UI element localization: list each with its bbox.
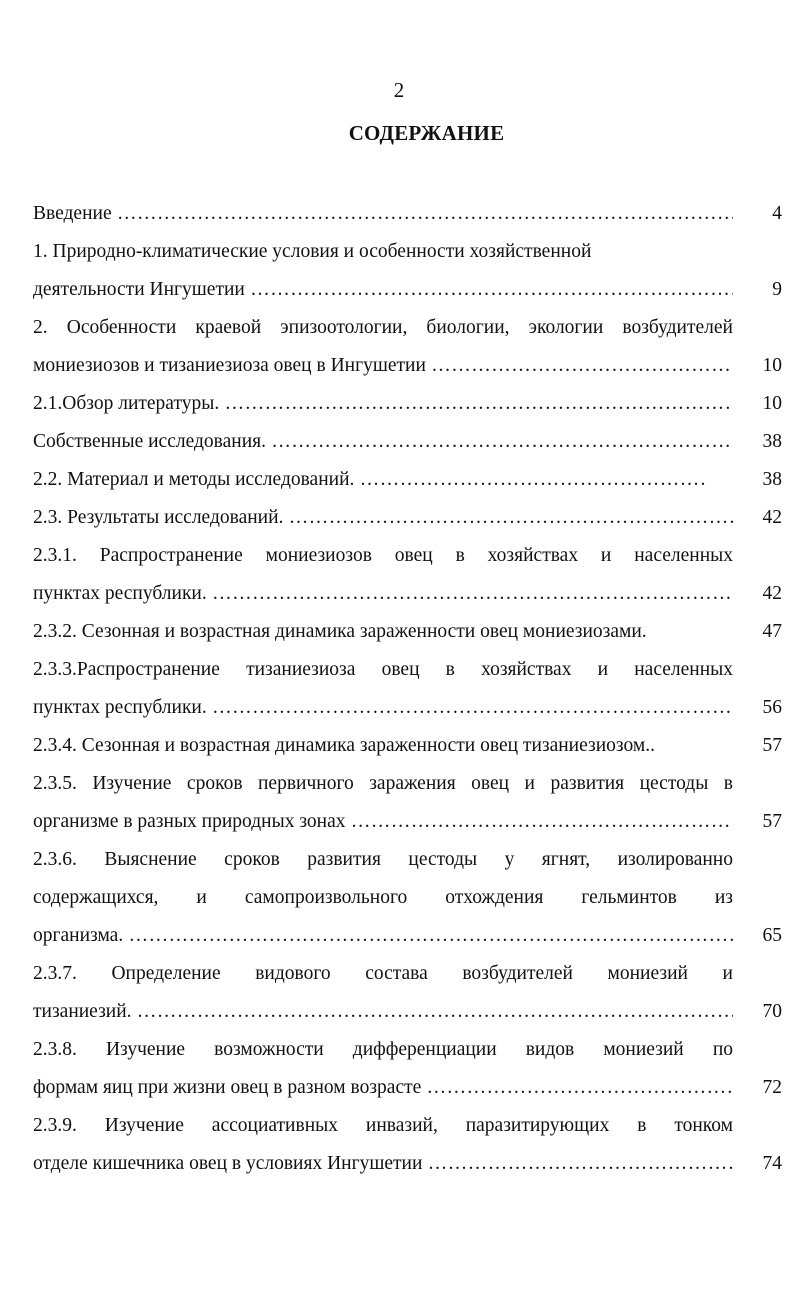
toc-entry-text: Собственные исследования. …………………………………………………………………………………………………………………………: [33, 423, 733, 461]
toc-entry-text: 2.3.1. Распространение мониезиозов овец в хозяйствах и населенных: [33, 545, 733, 566]
toc-entry-text: 2.3.4. Сезонная и возрастная динамика зараженности овец тизаниезиозом..: [33, 735, 655, 756]
toc-entry: [33, 689, 782, 727]
toc-entry: [33, 195, 782, 233]
toc-entry: [33, 613, 782, 651]
toc-entry: [33, 461, 782, 499]
table-of-contents: [33, 195, 782, 1183]
toc-entry-text: 2.3.9. Изучение ассоциативных инвазий, паразитирующих в тонком: [33, 1115, 733, 1136]
toc-entry-text: содержащихся, и самопроизвольного отхождения гельминтов из: [33, 887, 733, 908]
toc-entry-line: [33, 955, 782, 993]
toc-entry-text: пунктах республики. …………………………………………………………………………………………………………………………: [33, 575, 733, 613]
toc-entry-page: 42: [762, 507, 782, 528]
toc-entry-page: 4: [772, 203, 782, 224]
toc-entry-page: 70: [762, 1001, 782, 1022]
toc-entry-page: 56: [762, 697, 782, 718]
toc-entry: [33, 727, 782, 765]
toc-entry-line: [33, 309, 782, 347]
toc-entry-line: [33, 841, 782, 879]
toc-entry-line: [33, 1107, 782, 1145]
toc-entry-page: 38: [762, 431, 782, 452]
page-title: СОДЕРЖАНИЕ: [348, 121, 505, 145]
toc-entry: [33, 575, 782, 613]
toc-entry: [33, 499, 782, 537]
toc-entry-text: 2.1.Обзор литературы. …………………………………………………………………………………………………………………………: [33, 385, 733, 423]
toc-entry-line: [33, 765, 782, 803]
toc-entry-page: 9: [772, 279, 782, 300]
toc-entry-page: 47: [762, 621, 782, 642]
toc-entry: [33, 993, 782, 1031]
toc-entry-line: [33, 1031, 782, 1069]
toc-entry-text: пунктах республики. …………………………………………………………………………………………………………………………: [33, 689, 733, 727]
toc-entry-text: организме в разных природных зонах …………………………………………………………………………………………………………………………: [33, 803, 733, 841]
toc-entry-line: [33, 233, 782, 271]
toc-entry-line: [33, 651, 782, 689]
toc-entry-text: 2.3.8. Изучение возможности дифференциации видов мониезий по: [33, 1039, 733, 1060]
toc-entry-text: формам яиц при жизни овец в разном возрасте …………………………………………………………………………………………………………………………: [33, 1069, 733, 1107]
toc-entry-text: 2. Особенности краевой эпизоотологии, биологии, экологии возбудителей: [33, 317, 733, 338]
toc-entry: [33, 1145, 782, 1183]
toc-entry-text: Введение …………………………………………………………………………………………………………………………: [33, 195, 733, 233]
toc-entry-text: 2.3. Результаты исследований. …………………………………………………………………………………………………………………………: [33, 499, 733, 537]
page-number: 2: [393, 78, 405, 102]
toc-entry-text: отделе кишечника овец в условиях Ингушетии …………………………………………………………………………………………………………………………: [33, 1145, 733, 1183]
toc-entry: [33, 271, 782, 309]
toc-entry: [33, 917, 782, 955]
toc-entry-text: 1. Природно-климатические условия и особенности хозяйственной: [33, 241, 592, 262]
toc-entry-page: 57: [762, 811, 782, 832]
toc-entry: [33, 803, 782, 841]
toc-entry-page: 10: [762, 393, 782, 414]
toc-entry-text: 2.3.3.Распространение тизаниезиоза овец в хозяйствах и населенных: [33, 659, 733, 680]
toc-entry-text: 2.3.2. Сезонная и возрастная динамика зараженности овец мониезиозами.: [33, 621, 647, 642]
toc-entry-text: 2.3.6. Выяснение сроков развития цестоды у ягнят, изолированно: [33, 849, 733, 870]
toc-entry-page: 57: [762, 735, 782, 756]
toc-entry: [33, 423, 782, 461]
toc-entry-line: [33, 879, 782, 917]
toc-entry-page: 65: [762, 925, 782, 946]
toc-entry: [33, 1069, 782, 1107]
toc-entry: [33, 347, 782, 385]
toc-entry-text: деятельности Ингушетии …………………………………………………………………………………………………………………………: [33, 271, 733, 309]
toc-entry-page: 72: [762, 1077, 782, 1098]
toc-entry-text: тизаниезий. …………………………………………………………………………………………………………………………: [33, 993, 733, 1031]
toc-entry-text: 2.2. Материал и методы исследований. …………………………………………………………………………………………………………………………: [33, 461, 708, 499]
toc-entry-page: 42: [762, 583, 782, 604]
toc-entry-text: 2.3.7. Определение видового состава возбудителей мониезий и: [33, 963, 733, 984]
toc-entry-text: мониезиозов и тизаниезиоза овец в Ингушетии …………………………………………………………………………………………………………………………: [33, 347, 733, 385]
toc-entry-line: [33, 537, 782, 575]
toc-entry-text: 2.3.5. Изучение сроков первичного заражения овец и развития цестоды в: [33, 773, 733, 794]
toc-entry-page: 38: [762, 469, 782, 490]
toc-entry: [33, 385, 782, 423]
toc-entry-text: организма. …………………………………………………………………………………………………………………………: [33, 917, 733, 955]
toc-entry-page: 10: [762, 355, 782, 376]
toc-entry-page: 74: [762, 1153, 782, 1174]
